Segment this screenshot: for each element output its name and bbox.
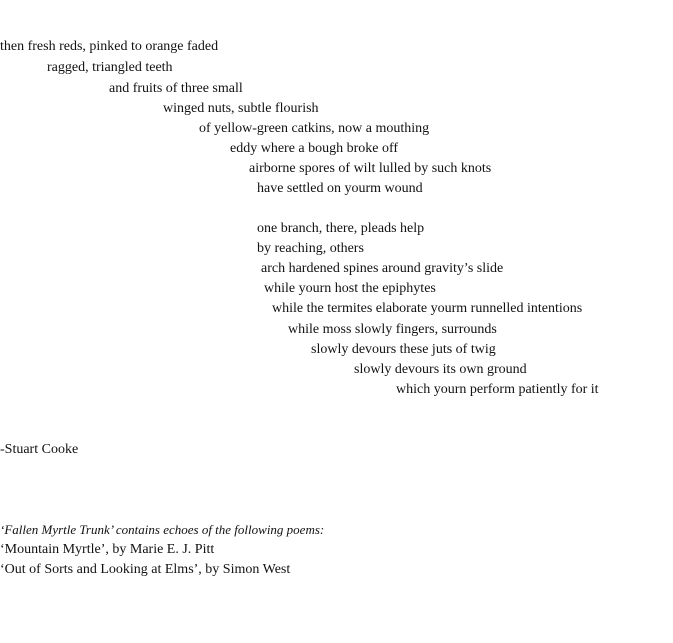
author-signature: -Stuart Cooke bbox=[0, 442, 79, 457]
poem-line: airborne spores of wilt lulled by such knots bbox=[249, 161, 492, 176]
notes-source: ‘Out of Sorts and Looking at Elms’, by Simon West bbox=[0, 562, 291, 577]
poem-line: while yourn host the epiphytes bbox=[264, 281, 436, 296]
poem-line: of yellow-green catkins, now a mouthing bbox=[199, 121, 430, 136]
poem-line: which yourn perform patiently for it bbox=[396, 382, 599, 397]
notes-source: ‘Mountain Myrtle’, by Marie E. J. Pitt bbox=[0, 542, 215, 557]
poem-line: then fresh reds, pinked to orange faded bbox=[0, 39, 219, 54]
poem-line: slowly devours these juts of twig bbox=[311, 342, 496, 357]
poem-line: arch hardened spines around gravity’s slide bbox=[261, 261, 504, 276]
poem-line: winged nuts, subtle flourish bbox=[163, 101, 319, 116]
poem-line: by reaching, others bbox=[257, 241, 364, 256]
poem-line: and fruits of three small bbox=[109, 81, 243, 96]
poem-line: have settled on yourm wound bbox=[257, 181, 423, 196]
notes-intro: ‘Fallen Myrtle Trunk’ contains echoes of the following poems: bbox=[0, 522, 325, 537]
poem-line: while moss slowly fingers, surrounds bbox=[288, 322, 497, 337]
poem-line: ragged, triangled teeth bbox=[47, 60, 173, 75]
poem-line: one branch, there, pleads help bbox=[257, 221, 425, 236]
poem-line: eddy where a bough broke off bbox=[230, 141, 399, 156]
poem-line: while the termites elaborate yourm runnelled intentions bbox=[272, 301, 583, 316]
poem-line: slowly devours its own ground bbox=[354, 362, 527, 377]
